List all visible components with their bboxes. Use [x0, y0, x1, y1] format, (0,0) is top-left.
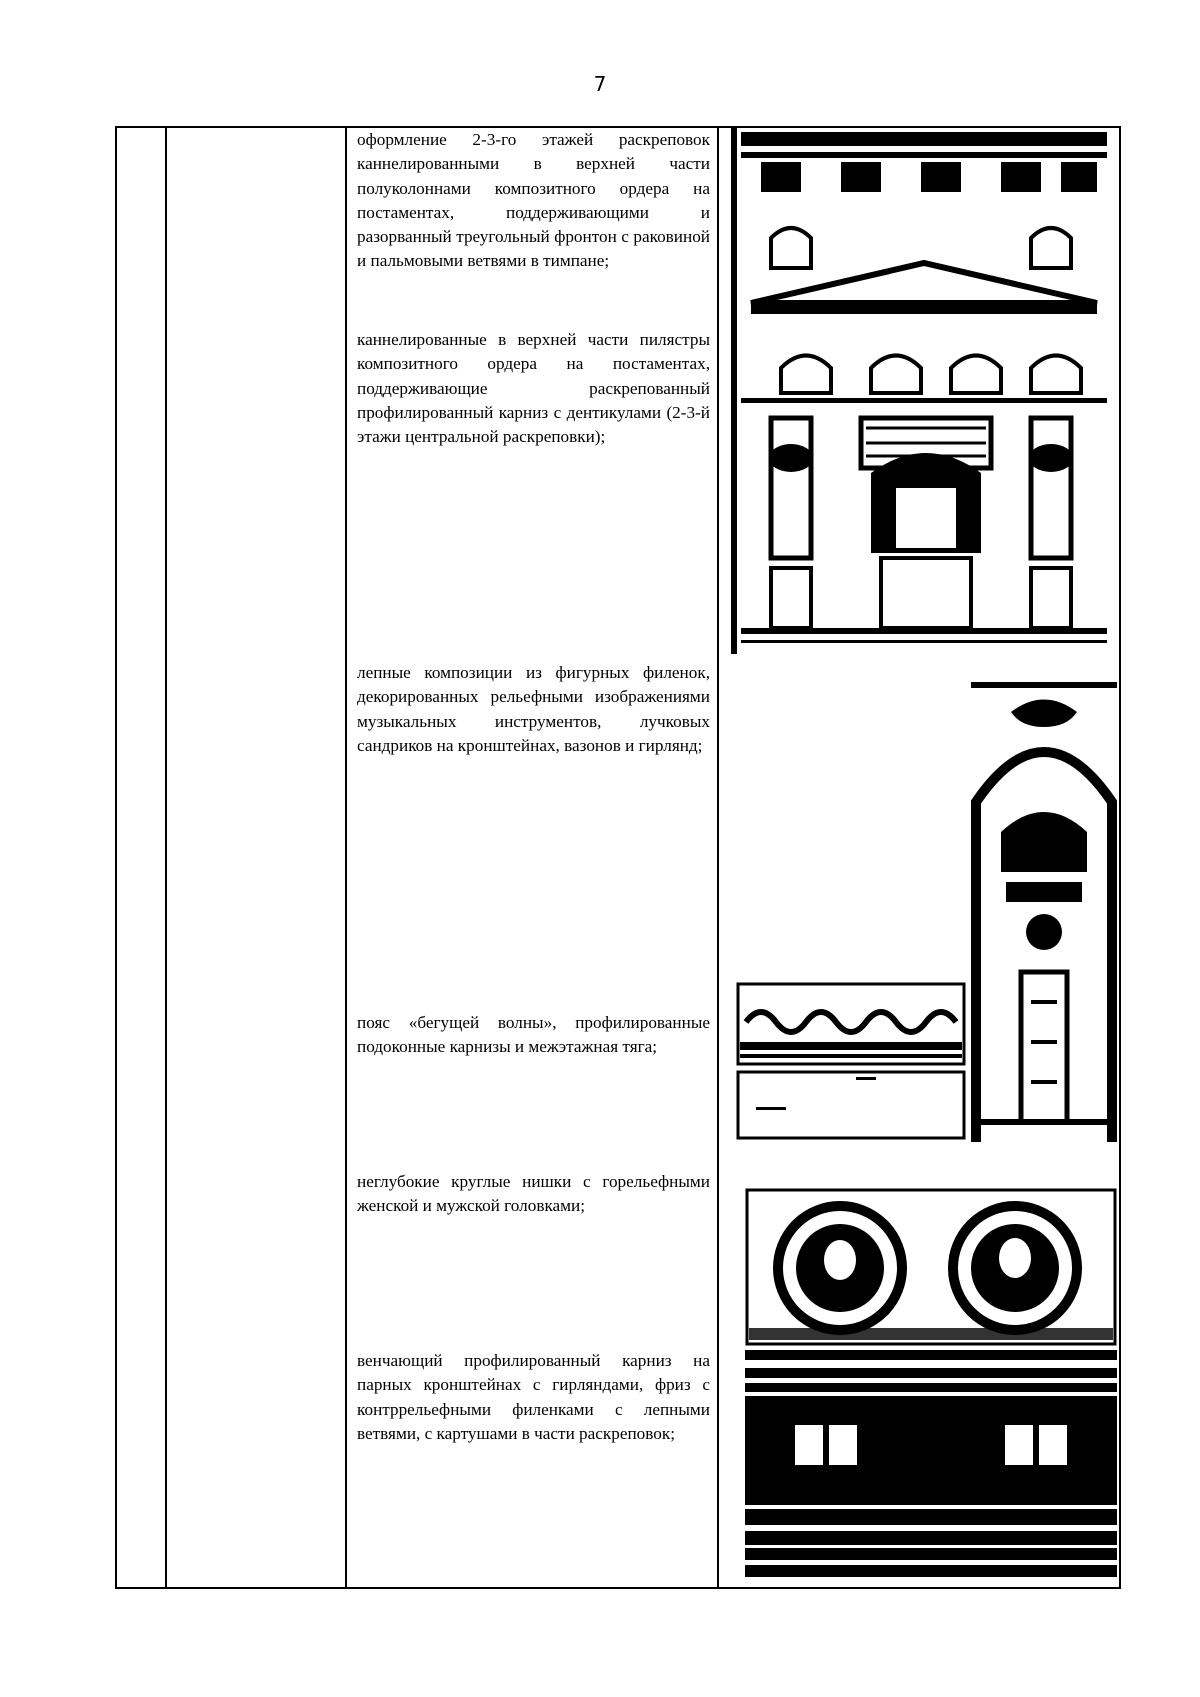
column-divider-2 [345, 128, 347, 1587]
column-divider-3 [717, 128, 719, 1587]
column-divider-1 [165, 128, 167, 1587]
running-wave-frieze-photo [736, 982, 966, 1142]
description-paragraph: каннелированные в верхней части пилястры композитного ордера на постаментах, поддерживающие раскрепованный профилированный карниз с дентикулами (2-3-й этажи центральной раскреповки); [357, 330, 710, 447]
description-paragraph: оформление 2-3-го этажей раскреповок каннелированными в верхней части полуколоннами композитного ордера на постаментах, поддерживающими и разорванный треугольный фронтон с раковиной и пальмовыми ветвями в тимпане; [357, 130, 710, 271]
crowning-cornice-photo [745, 1350, 1117, 1577]
description-paragraph: венчающий профилированный карниз на парных кронштейнах с гирляндами, фриз с контррельефными филенками с лепными ветвями, с картушами в части раскреповок; [357, 1351, 710, 1443]
heritage-table [115, 126, 1121, 1589]
ornament-vertical-photo [971, 682, 1117, 1142]
description-paragraph: пояс «бегущей волны», профилированные подоконные карнизы и межэтажная тяга; [357, 1013, 710, 1057]
round-niches-photo [745, 1188, 1117, 1346]
description-paragraph: лепные композиции из фигурных филенок, декорированных рельефными изображениями музыкальных инструментов, лучковых сандриков на кронштейнах, вазонов и гирлянд; [357, 663, 710, 755]
page-number: 7 [593, 72, 607, 96]
description-paragraph: неглубокие круглые нишки с горельефными женской и мужской головками; [357, 1172, 710, 1216]
facade-pediment-photo [731, 128, 1117, 654]
